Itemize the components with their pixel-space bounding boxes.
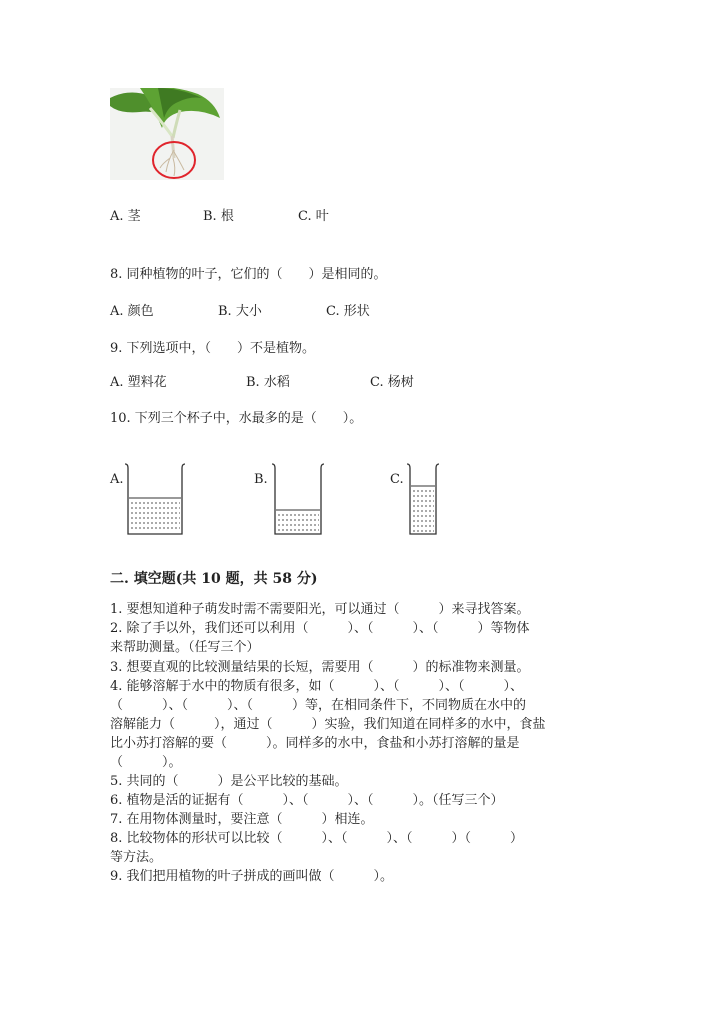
q10-stem: 10. 下列三个杯子中，水最多的是（ ）。 <box>110 411 363 426</box>
q10-option-c[interactable]: C. <box>390 472 404 487</box>
fill-line: 7. 在用物体测量时，要注意（ ）相连。 <box>110 812 374 827</box>
q10-option-a[interactable]: A. <box>110 472 124 487</box>
fill-line: 3. 想要直观的比较测量结果的长短，需要用（ ）的标准物来测量。 <box>110 660 530 675</box>
q9-stem: 9. 下列选项中，（ ）不是植物。 <box>110 341 316 356</box>
fill-line: 来帮助测量。（任写三个） <box>110 640 260 655</box>
fill-line: 2. 除了手以外，我们还可以利用（ ）、（ ）、（ ）等物体 <box>110 621 530 636</box>
fill-line: （ ）、（ ）、（ ）等，在相同条件下，不同物质在水中的 <box>110 698 527 713</box>
fill-line: 9. 我们把用植物的叶子拼成的画叫做（ ）。 <box>110 869 394 884</box>
beaker-a-icon <box>124 462 186 536</box>
fill-line: （ ）。 <box>110 755 182 770</box>
fill-line: 5. 共同的（ ）是公平比较的基础。 <box>110 774 348 789</box>
q8-option-a[interactable]: A. 颜色 <box>110 304 154 319</box>
q7-option-b[interactable]: B. 根 <box>203 209 234 224</box>
q10-option-b[interactable]: B. <box>254 472 268 487</box>
q8-option-c[interactable]: C. 形状 <box>326 304 370 319</box>
q9-option-b[interactable]: B. 水稻 <box>246 375 290 390</box>
q7-option-c[interactable]: C. 叶 <box>298 209 329 224</box>
fill-line: 溶解能力（ ），通过（ ）实验，我们知道在同样多的水中，食盐 <box>110 717 546 732</box>
fill-line: 8. 比较物体的形状可以比较（ ）、（ ）、（ ）（ ） <box>110 831 524 846</box>
fill-line: 4. 能够溶解于水中的物质有很多，如（ ）、（ ）、（ ）、 <box>110 679 524 694</box>
fill-line: 1. 要想知道种子萌发时需不需要阳光，可以通过（ ）来寻找答案。 <box>110 602 530 617</box>
q8-option-b[interactable]: B. 大小 <box>218 304 262 319</box>
fill-line: 等方法。 <box>110 850 163 865</box>
q9-option-a[interactable]: A. 塑料花 <box>110 375 167 390</box>
q8-stem: 8. 同种植物的叶子，它们的（ ）是相同的。 <box>110 267 387 282</box>
fill-line: 比小苏打溶解的要（ ）。同样多的水中，食盐和小苏打溶解的量是 <box>110 736 520 751</box>
fill-line: 6. 植物是活的证据有（ ）、（ ）、（ ）。（任写三个） <box>110 793 504 808</box>
beaker-b-icon <box>271 462 325 536</box>
q9-option-c[interactable]: C. 杨树 <box>370 375 414 390</box>
section-title: 二. 填空题(共 10 题，共 58 分) <box>110 571 318 587</box>
plant-root-photo <box>110 88 224 180</box>
q7-option-a[interactable]: A. 茎 <box>110 209 141 224</box>
beaker-c-icon <box>406 462 440 536</box>
